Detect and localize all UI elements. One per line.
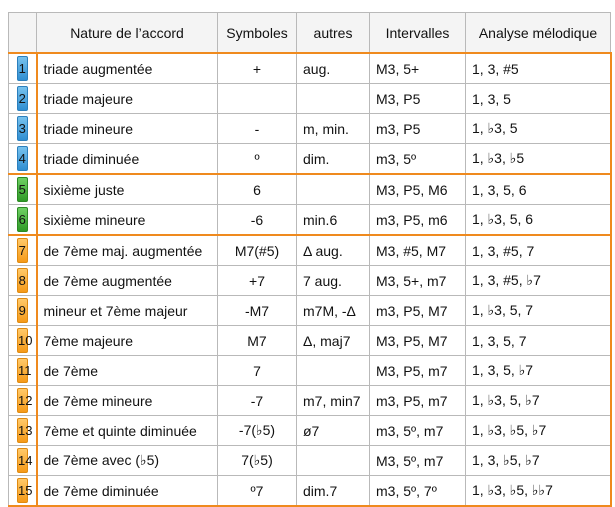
- cell-autres: dim.: [297, 144, 370, 175]
- cell-autres: [297, 356, 370, 386]
- row-number-cell: [9, 476, 37, 507]
- cell-symbole: 7: [218, 356, 297, 386]
- cell-intervalles: m3, 5º, 7º: [370, 476, 466, 507]
- cell-autres: Δ aug.: [297, 235, 370, 266]
- cell-intervalles: M3, P5, M6: [370, 174, 466, 205]
- cell-symbole: -: [218, 114, 297, 144]
- row-number-badge: 1: [17, 56, 28, 81]
- cell-nature: triade diminuée: [37, 144, 218, 175]
- cell-intervalles: m3, 5º: [370, 144, 466, 175]
- table-row: [9, 386, 611, 416]
- cell-autres: m, min.: [297, 114, 370, 144]
- cell-analyse: 1, 3, 5: [466, 84, 611, 114]
- row-number-cell: [9, 296, 37, 326]
- cell-symbole: -6: [218, 205, 297, 236]
- table-row: [9, 114, 611, 144]
- cell-symbole: M7: [218, 326, 297, 356]
- row-number-cell: [9, 326, 37, 356]
- table-row: [9, 446, 611, 476]
- table-row: [9, 144, 611, 175]
- header-nature: Nature de l’accord: [37, 13, 218, 54]
- cell-analyse: 1, 3, #5, ♭7: [466, 266, 611, 296]
- table-row: [9, 326, 611, 356]
- cell-autres: m7M, -Δ: [297, 296, 370, 326]
- table-row: [9, 476, 611, 507]
- cell-nature: triade mineure: [37, 114, 218, 144]
- cell-autres: aug.: [297, 53, 370, 84]
- cell-autres: Δ, maj7: [297, 326, 370, 356]
- row-number-badge: 3: [17, 116, 28, 141]
- header-row: [9, 13, 611, 54]
- table-row: [9, 235, 611, 266]
- row-number-badge: 13: [17, 418, 28, 443]
- row-number-cell: [9, 174, 37, 205]
- cell-nature: de 7ème avec (♭5): [37, 446, 218, 476]
- cell-analyse: 1, 3, #5, 7: [466, 235, 611, 266]
- cell-intervalles: M3, P5, M7: [370, 326, 466, 356]
- cell-intervalles: m3, P5, m6: [370, 205, 466, 236]
- cell-nature: de 7ème augmentée: [37, 266, 218, 296]
- row-number-cell: [9, 205, 37, 236]
- cell-analyse: 1, 3, 5, 6: [466, 174, 611, 205]
- cell-symbole: -M7: [218, 296, 297, 326]
- cell-analyse: 1, 3, ♭5, ♭7: [466, 446, 611, 476]
- cell-nature: sixième mineure: [37, 205, 218, 236]
- row-number-badge: 14: [17, 448, 28, 473]
- row-number-cell: [9, 114, 37, 144]
- cell-analyse: 1, ♭3, ♭5, ♭♭7: [466, 476, 611, 507]
- cell-autres: min.6: [297, 205, 370, 236]
- cell-symbole: º: [218, 144, 297, 175]
- cell-analyse: 1, 3, 5, ♭7: [466, 356, 611, 386]
- row-number-cell: [9, 235, 37, 266]
- row-number-badge: 8: [17, 268, 28, 293]
- cell-intervalles: M3, #5, M7: [370, 235, 466, 266]
- header-autres: autres: [297, 13, 370, 54]
- cell-analyse: 1, 3, 5, 7: [466, 326, 611, 356]
- row-number-badge: 15: [17, 478, 28, 503]
- row-number-cell: [9, 266, 37, 296]
- cell-intervalles: m3, 5º, m7: [370, 416, 466, 446]
- cell-symbole: +: [218, 53, 297, 84]
- cell-symbole: º7: [218, 476, 297, 507]
- cell-analyse: 1, ♭3, 5: [466, 114, 611, 144]
- cell-nature: de 7ème maj. augmentée: [37, 235, 218, 266]
- cell-nature: de 7ème diminuée: [37, 476, 218, 507]
- row-number-badge: 9: [17, 298, 28, 323]
- row-number-cell: [9, 416, 37, 446]
- cell-symbole: M7(#5): [218, 235, 297, 266]
- cell-intervalles: M3, 5+: [370, 53, 466, 84]
- table-row: [9, 356, 611, 386]
- row-number-badge: 2: [17, 86, 28, 111]
- row-number-cell: [9, 84, 37, 114]
- row-number-cell: [9, 144, 37, 175]
- cell-intervalles: M3, P5: [370, 84, 466, 114]
- row-number-cell: [9, 356, 37, 386]
- table-row: [9, 53, 611, 84]
- cell-analyse: 1, 3, #5: [466, 53, 611, 84]
- cell-autres: 7 aug.: [297, 266, 370, 296]
- cell-intervalles: m3, P5: [370, 114, 466, 144]
- row-number-cell: [9, 386, 37, 416]
- row-number-cell: [9, 53, 37, 84]
- cell-nature: triade augmentée: [37, 53, 218, 84]
- cell-intervalles: m3, P5, M7: [370, 296, 466, 326]
- table-row: [9, 84, 611, 114]
- cell-autres: ø7: [297, 416, 370, 446]
- row-number-badge: 10: [17, 328, 28, 353]
- cell-autres: [297, 84, 370, 114]
- cell-analyse: 1, ♭3, 5, 7: [466, 296, 611, 326]
- cell-analyse: 1, ♭3, 5, 6: [466, 205, 611, 236]
- cell-symbole: [218, 84, 297, 114]
- header-analyse: Analyse mélodique: [466, 13, 611, 54]
- row-number-badge: 5: [17, 177, 28, 202]
- cell-analyse: 1, ♭3, ♭5, ♭7: [466, 416, 611, 446]
- cell-analyse: 1, ♭3, ♭5: [466, 144, 611, 175]
- table-row: [9, 266, 611, 296]
- chord-table-container: [8, 12, 610, 507]
- cell-nature: de 7ème mineure: [37, 386, 218, 416]
- cell-nature: de 7ème: [37, 356, 218, 386]
- table-row: [9, 205, 611, 236]
- header-symboles: Symboles: [218, 13, 297, 54]
- cell-symbole: +7: [218, 266, 297, 296]
- table-row: [9, 174, 611, 205]
- row-number-badge: 7: [17, 238, 28, 263]
- cell-intervalles: M3, 5º, m7: [370, 446, 466, 476]
- cell-nature: mineur et 7ème majeur: [37, 296, 218, 326]
- cell-nature: sixième juste: [37, 174, 218, 205]
- cell-analyse: 1, ♭3, 5, ♭7: [466, 386, 611, 416]
- cell-intervalles: M3, P5, m7: [370, 356, 466, 386]
- row-number-badge: 4: [17, 146, 28, 171]
- row-number-badge: 12: [17, 388, 28, 413]
- cell-nature: 7ème majeure: [37, 326, 218, 356]
- cell-autres: [297, 174, 370, 205]
- cell-intervalles: M3, 5+, m7: [370, 266, 466, 296]
- cell-symbole: -7(♭5): [218, 416, 297, 446]
- table-row: [9, 296, 611, 326]
- cell-intervalles: m3, P5, m7: [370, 386, 466, 416]
- chord-table: [8, 12, 612, 507]
- cell-symbole: -7: [218, 386, 297, 416]
- row-number-cell: [9, 446, 37, 476]
- cell-autres: m7, min7: [297, 386, 370, 416]
- cell-autres: dim.7: [297, 476, 370, 507]
- header-number: [9, 13, 37, 54]
- row-number-badge: 11: [17, 358, 28, 383]
- cell-symbole: 7(♭5): [218, 446, 297, 476]
- cell-nature: 7ème et quinte diminuée: [37, 416, 218, 446]
- row-number-badge: 6: [17, 207, 28, 232]
- cell-autres: [297, 446, 370, 476]
- table-row: [9, 416, 611, 446]
- cell-symbole: 6: [218, 174, 297, 205]
- cell-nature: triade majeure: [37, 84, 218, 114]
- header-intervalles: Intervalles: [370, 13, 466, 54]
